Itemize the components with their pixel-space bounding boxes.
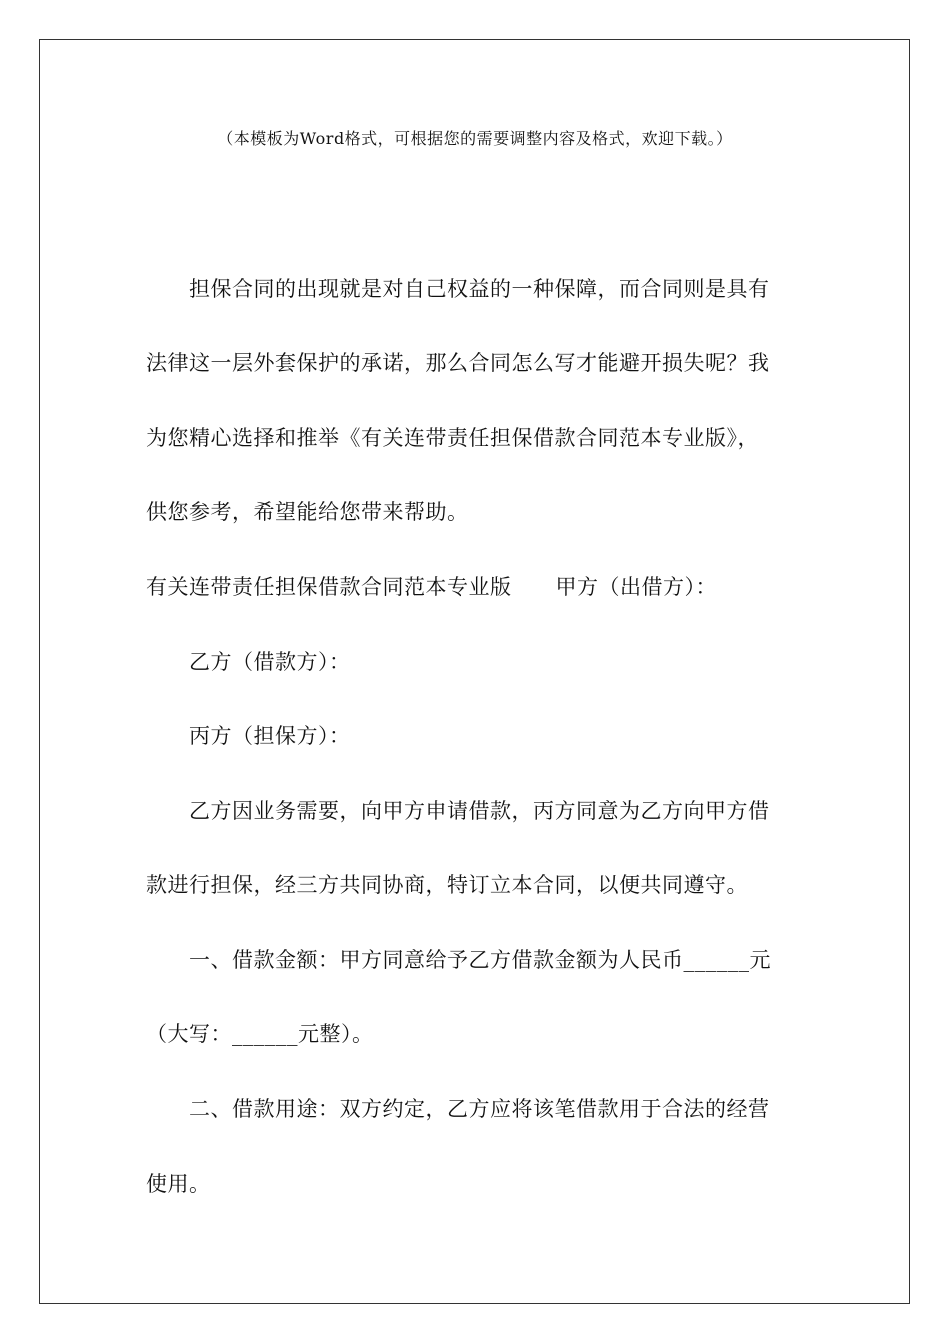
intro-line-2: 款进行担保，经三方共同协商，特订立本合同，以便共同遵守。 [146, 873, 748, 897]
party-c-label: 丙方（担保方）： [189, 724, 351, 748]
party-a-label: 甲方（出借方）： [555, 575, 717, 599]
preface-line-2: 法律这一层外套保护的承诺，那么合同怎么写才能避开损失呢？我 [146, 351, 770, 375]
clause-2-line-2: 使用。 [146, 1172, 211, 1196]
template-notice: （本模板为Word格式，可根据您的需要调整内容及格式，欢迎下载。） [217, 129, 733, 148]
contract-title: 有关连带责任担保借款合同范本专业版 [146, 575, 512, 599]
party-b-label: 乙方（借款方）： [189, 650, 351, 674]
clause-2-line-1: 二、借款用途：双方约定，乙方应将该笔借款用于合法的经营 [189, 1097, 770, 1121]
preface-line-4: 供您参考，希望能给您带来帮助。 [146, 500, 469, 524]
preface-line-3: 为您精心选择和推举《有关连带责任担保借款合同范本专业版》， [146, 426, 759, 450]
intro-line-1: 乙方因业务需要，向甲方申请借款，丙方同意为乙方向甲方借 [189, 799, 770, 823]
contract-title-line [146, 572, 806, 602]
clause-1-line-2: （大写：______元整）。 [146, 1022, 374, 1046]
preface-line-1: 担保合同的出现就是对自己权益的一种保障，而合同则是具有 [189, 277, 770, 301]
clause-1-line-1: 一、借款金额：甲方同意给予乙方借款金额为人民币______元 [189, 948, 771, 972]
